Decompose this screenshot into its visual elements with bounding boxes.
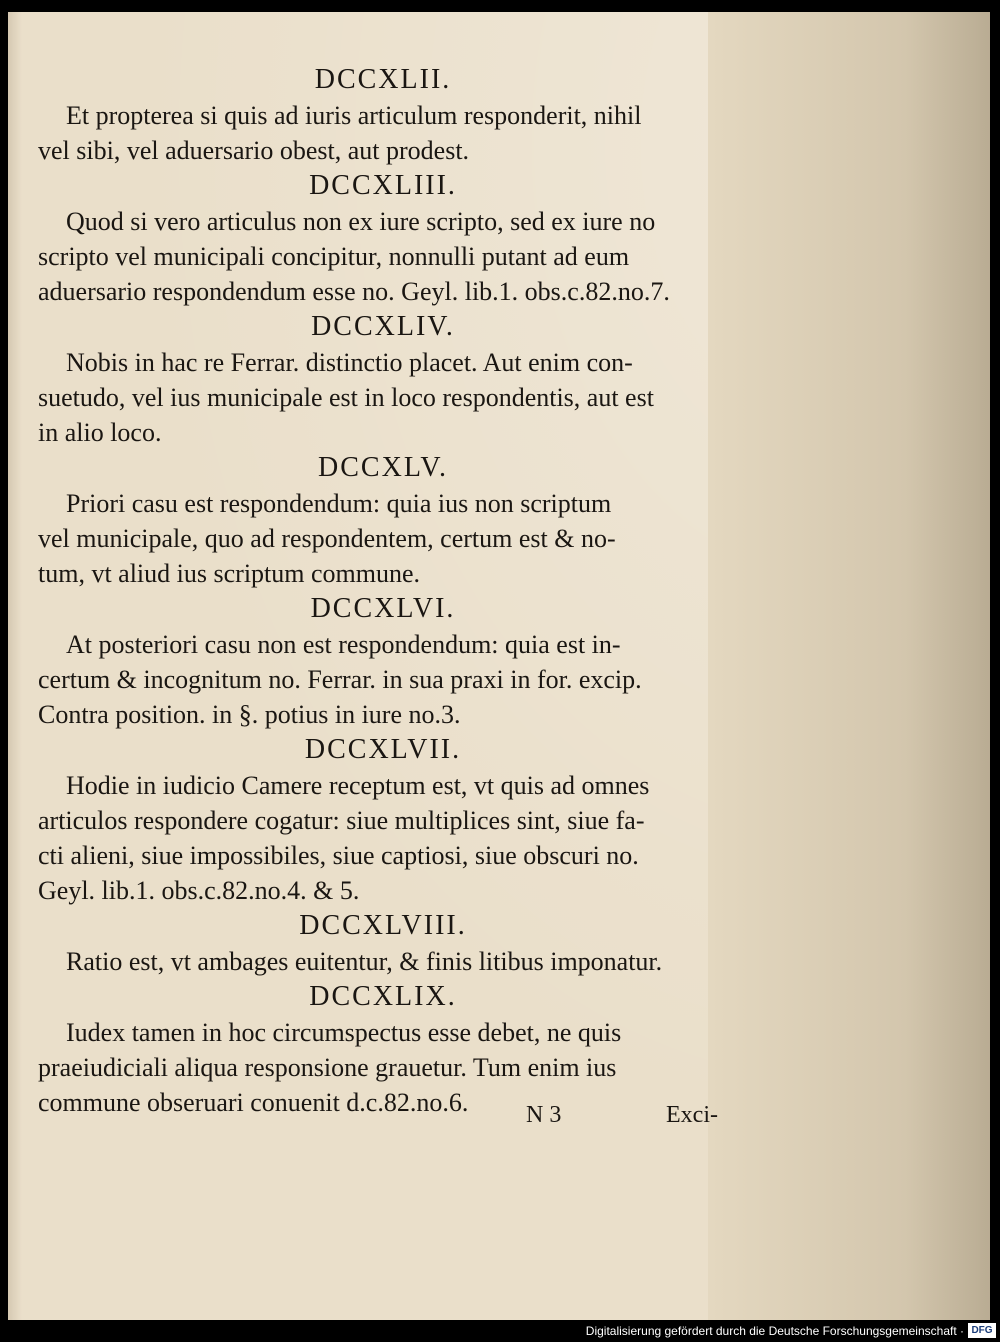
text-line: vel municipale, quo ad respondentem, certum est & no- — [38, 524, 616, 553]
text-line: praeiudiciali aliqua responsione grauetur. Tum enim ius — [38, 1053, 617, 1082]
catchword: Exci- — [666, 1102, 718, 1128]
text-line: articulos respondere cogatur: siue multiplices sint, siue fa- — [38, 806, 645, 835]
section-heading: DCCXLV. — [318, 452, 448, 483]
section-paragraph — [38, 627, 728, 732]
text-line: certum & incognitum no. Ferrar. in sua praxi in for. excip. — [38, 665, 642, 694]
text-line: Contra position. in §. potius in iure no.3. — [38, 700, 461, 729]
text-line: Nobis in hac re Ferrar. distinctio placet. Aut enim con- — [66, 348, 633, 377]
section-heading: DCCXLII. — [314, 64, 452, 95]
section-heading: DCCXLIX. — [309, 981, 457, 1012]
section-paragraph — [38, 98, 728, 168]
text-line: aduersario respondendum esse no. Geyl. lib.1. obs.c.82.no.7. — [38, 277, 670, 306]
text-line: tum, vt aliud ius scriptum commune. — [38, 559, 421, 588]
section-heading: DCCXLVIII. — [299, 910, 467, 941]
text-line: commune obseruari conuenit d.c.82.no.6. — [38, 1088, 469, 1117]
section-paragraph — [38, 944, 728, 979]
text-line: Quod si vero articulus non ex iure scripto, sed ex iure no — [66, 207, 656, 236]
text-line: Geyl. lib.1. obs.c.82.no.4. & 5. — [38, 876, 360, 905]
page-text — [38, 62, 728, 1120]
section-paragraph — [38, 486, 728, 591]
text-line: Iudex tamen in hoc circumspectus esse debet, ne quis — [66, 1018, 622, 1047]
section-heading: DCCXLIII. — [309, 170, 457, 201]
signature-mark: N 3 — [526, 1102, 562, 1128]
section-paragraph — [38, 1015, 728, 1120]
text-line: cti alieni, siue impossibiles, siue captiosi, siue obscuri no. — [38, 841, 639, 870]
text-line: vel sibi, vel aduersario obest, aut prodest. — [38, 136, 470, 165]
text-line: in alio loco. — [38, 418, 162, 447]
section-paragraph — [38, 768, 728, 908]
footer-bar — [0, 1320, 1000, 1342]
text-line: At posteriori casu non est respondendum: quia est in- — [66, 630, 621, 659]
section-heading: DCCXLVII. — [304, 734, 462, 765]
section-heading: DCCXLIV. — [311, 311, 455, 342]
dfg-logo: DFG — [968, 1323, 996, 1338]
section-paragraph — [38, 204, 728, 309]
text-line: scripto vel municipali concipitur, nonnulli putant ad eum — [38, 242, 630, 271]
text-line: suetudo, vel ius municipale est in loco respondentis, aut est — [38, 383, 654, 412]
funding-credit: Digitalisierung gefördert durch die Deutsche Forschungsgemeinschaft · — [585, 1324, 964, 1338]
text-line: Et propterea si quis ad iuris articulum responderit, nihil — [66, 101, 642, 130]
page-shading — [708, 12, 990, 1320]
text-line: Ratio est, vt ambages euitentur, & finis litibus imponatur. — [66, 947, 663, 976]
text-line: Hodie in iudicio Camere receptum est, vt quis ad omnes — [66, 771, 650, 800]
text-line: Priori casu est respondendum: quia ius non scriptum — [66, 489, 612, 518]
section-heading: DCCXLVI. — [310, 593, 456, 624]
section-paragraph — [38, 345, 728, 450]
book-page — [8, 12, 990, 1320]
